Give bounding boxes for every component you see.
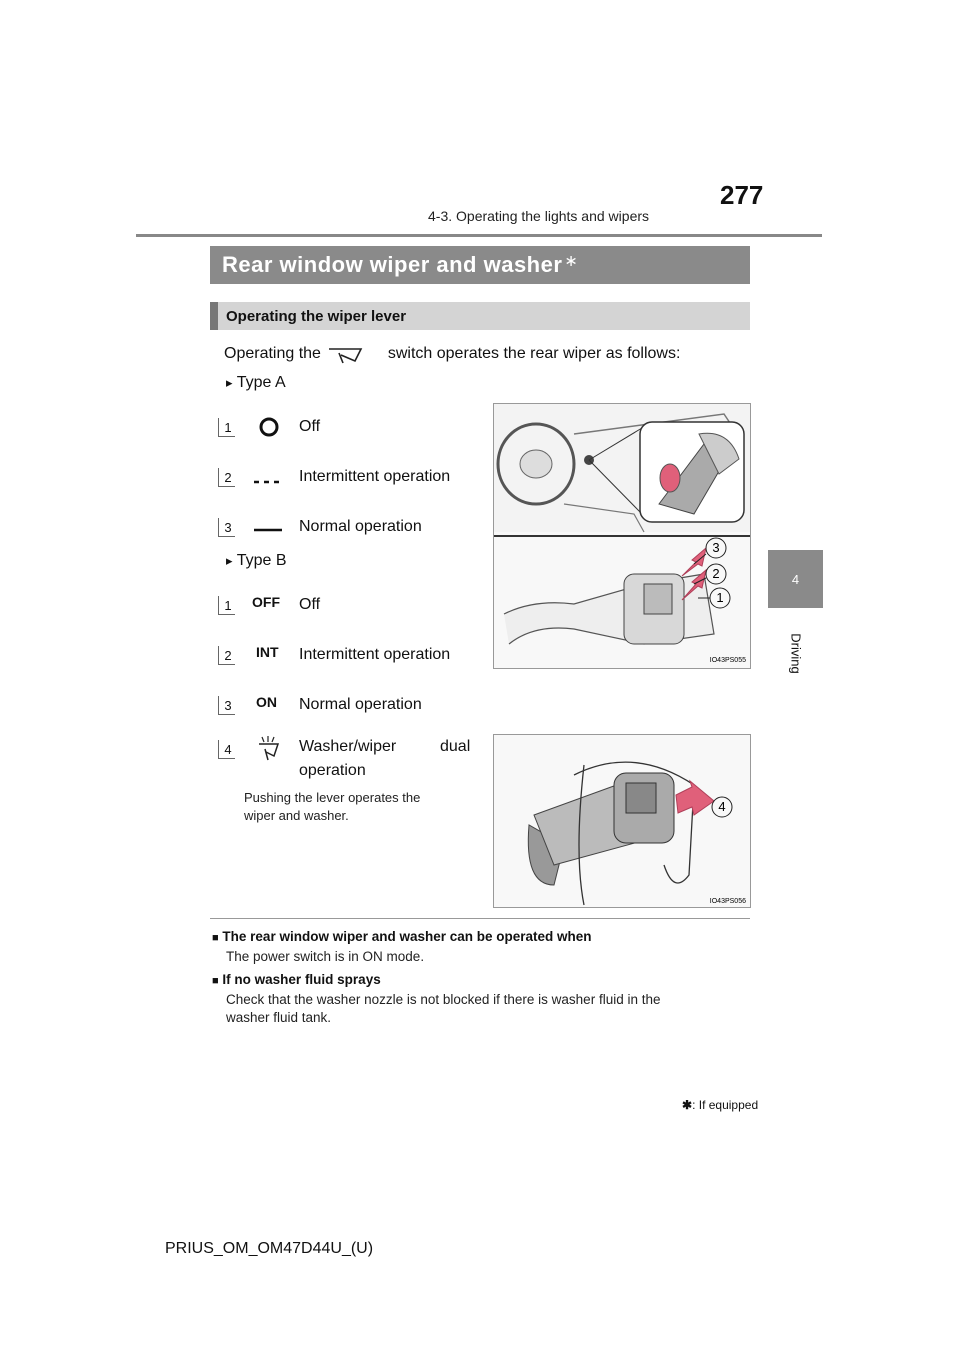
circle-icon: [258, 416, 280, 443]
washer-lever-illustration: [494, 735, 750, 907]
page-title-text: Rear window wiper and washer: [222, 252, 563, 277]
note-1-body: The power switch is in ON mode.: [226, 949, 425, 964]
int-code: INT: [256, 644, 279, 660]
on-code: ON: [256, 694, 277, 710]
callout-2: 2: [218, 468, 235, 487]
if-equipped-note: [682, 1098, 758, 1112]
notes-rule: [210, 918, 750, 919]
page-number: 277: [720, 180, 764, 210]
note-1-head: [212, 929, 592, 944]
square-bullet-icon: ■: [212, 932, 219, 944]
footer-doc-id: PRIUS_OM_OM47D44U_(U): [165, 1240, 374, 1257]
intro-text: [224, 343, 680, 365]
note-2-body-2: washer fluid tank.: [226, 1010, 332, 1025]
type-b-off: Off: [299, 596, 321, 613]
fig1-caption: IO43PS055: [709, 657, 746, 664]
type-b-intermittent: Intermittent operation: [299, 646, 451, 663]
note-2-head-text: If no washer fluid sprays: [222, 972, 381, 987]
type-a-text: Type A: [236, 374, 286, 391]
section-title: 4-3. Operating the lights and wipers: [428, 208, 650, 224]
washer-text-1: Washer/wiper: [299, 738, 397, 755]
callout-1: 1: [218, 596, 235, 615]
callout-2: 2: [218, 646, 235, 665]
dashed-line-icon: [254, 472, 282, 490]
callout-3: 3: [218, 518, 235, 537]
washer-lever-figure: [493, 734, 751, 908]
chapter-tab: 4: [768, 550, 823, 608]
callout-1: 1: [218, 418, 235, 437]
type-b-text: Type B: [236, 552, 287, 569]
type-a-label: [226, 374, 286, 392]
fig1-callout-2: 2: [712, 566, 720, 581]
intro-before: Operating the: [224, 345, 321, 363]
off-code: OFF: [252, 594, 280, 610]
wiper-lever-figure: [493, 403, 751, 669]
asterisk-icon: ✱: [682, 1098, 693, 1112]
intro-after: switch operates the rear wiper as follows:: [387, 345, 681, 363]
callout-4: 4: [218, 740, 235, 759]
arrow-icon: ▸: [226, 553, 233, 568]
solid-line-icon: [254, 520, 282, 538]
callout-3: 3: [218, 696, 235, 715]
fig1-callout-3: 3: [712, 540, 720, 555]
wiper-switch-icon: [325, 343, 383, 365]
washer-text-3: operation: [299, 762, 366, 779]
note-1-head-text: The rear window wiper and washer can be operated when: [222, 929, 592, 944]
washer-icon: [256, 734, 282, 769]
washer-note-1: Pushing the lever operates the: [244, 790, 421, 805]
wiper-lever-illustration: [494, 404, 750, 668]
washer-note-2: wiper and washer.: [244, 808, 349, 823]
type-b-label: [226, 552, 287, 570]
note-2-body-1: Check that the washer nozzle is not blocked if there is washer fluid in the: [226, 992, 661, 1007]
if-equipped-text: : If equipped: [692, 1098, 759, 1112]
arrow-icon: ▸: [226, 375, 233, 390]
type-a-off: Off: [299, 418, 321, 435]
type-b-normal: Normal operation: [299, 696, 422, 713]
page-title: [210, 246, 750, 284]
fig2-caption: IO43PS056: [709, 898, 746, 905]
fig2-callout-4: 4: [718, 799, 726, 814]
note-2-head: [212, 972, 381, 987]
fig1-callout-1: 1: [716, 590, 724, 605]
square-bullet-icon: ■: [212, 975, 219, 987]
subheading: Operating the wiper lever: [210, 302, 750, 330]
washer-text-2: dual: [440, 738, 471, 755]
type-a-intermittent: Intermittent operation: [299, 468, 451, 485]
header-rule: [136, 234, 822, 237]
chapter-tab-label: Driving: [788, 633, 804, 674]
type-a-normal: Normal operation: [299, 518, 422, 535]
equipped-mark: ∗: [564, 253, 579, 270]
